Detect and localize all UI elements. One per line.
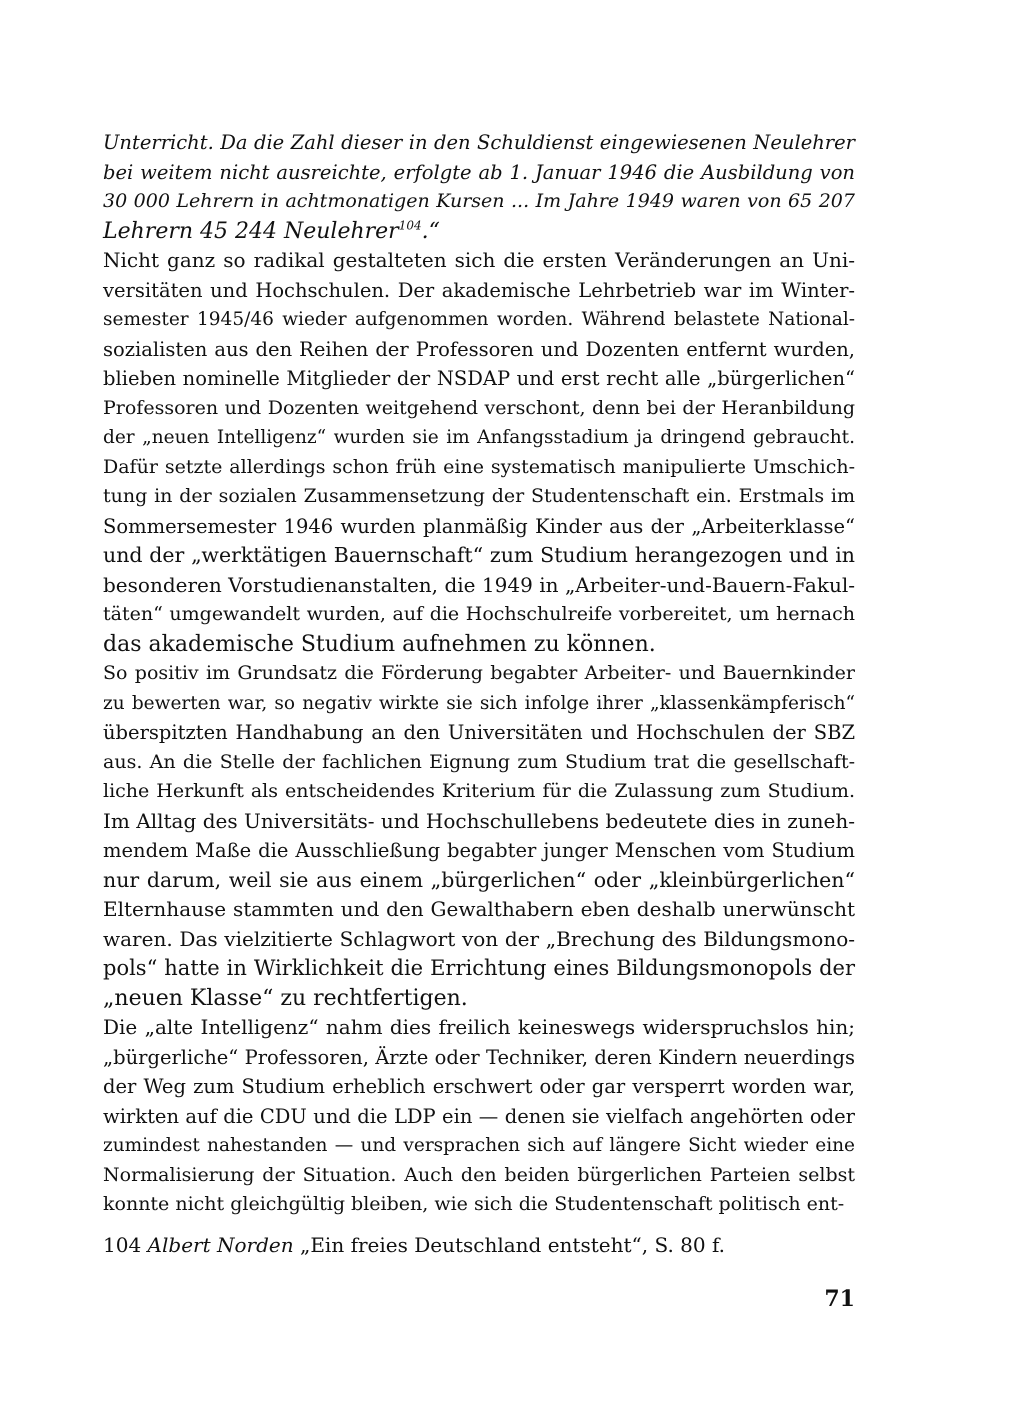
- text-line: liche Herkunft als entscheidendes Kriterium für die Zulassung zum Studium.: [103, 780, 855, 802]
- text-line: Nicht ganz so radikal gestalteten sich die ersten Veränderungen an Uni-: [103, 248, 855, 272]
- text-line: „neuen Klasse“ zu rechtfertigen.: [103, 985, 468, 1011]
- quote-line: Unterricht. Da die Zahl dieser in den Schuldienst eingewiesenen Neulehrer: [103, 131, 855, 154]
- text-line: das akademische Studium aufnehmen zu können.: [103, 631, 656, 657]
- quote-last-line-text: Lehrern 45 244 Neulehrer: [103, 218, 399, 244]
- text-line: blieben nominelle Mitglieder der NSDAP und erst recht alle „bürgerlichen“: [103, 367, 855, 390]
- text-line: pols“ hatte in Wirklichkeit die Errichtung eines Bildungsmonopols der: [103, 956, 855, 980]
- page-body: [103, 128, 855, 1220]
- footnote-title: „Ein freies Deutschland entsteht“, S. 80 f.: [299, 1233, 726, 1257]
- text-line: zumindest nahestanden — und versprachen sich auf längere Sicht wieder eine: [103, 1135, 855, 1156]
- text-line: zu bewerten war, so negativ wirkte sie sich infolge ihrer „klassenkämpferisch“: [103, 692, 855, 714]
- text-line: Elternhause stammten und den Gewalthabern eben deshalb unerwünscht: [103, 897, 855, 921]
- paragraph: [103, 1013, 855, 1220]
- text-line: sozialisten aus den Reihen der Professoren und Dozenten entfernt wurden,: [103, 337, 855, 361]
- text-line: aus. An die Stelle der fachlichen Eignung zum Studium trat die gesellschaft-: [103, 750, 855, 773]
- quote-line: bei weitem nicht ausreichte, erfolgte ab 1. Januar 1946 die Ausbildung von: [103, 160, 855, 184]
- text-line: und der „werktätigen Bauernschaft“ zum Studium herangezogen und in: [103, 543, 855, 567]
- text-line: versitäten und Hochschulen. Der akademische Lehrbetrieb war im Winter-: [103, 278, 855, 302]
- paragraph: [103, 246, 855, 659]
- text-line: tung in der sozialen Zusammensetzung der Studentenschaft ein. Erstmals im: [103, 485, 855, 507]
- text-line: So positiv im Grundsatz die Förderung begabter Arbeiter- und Bauernkinder: [103, 662, 855, 684]
- footnote-reference: 104: [398, 218, 422, 233]
- text-line: Normalisierung der Situation. Auch den beiden bürgerlichen Parteien selbst: [103, 1163, 855, 1186]
- text-line: besonderen Vorstudienanstalten, die 1949 in „Arbeiter-und-Bauern-Fakul-: [103, 572, 855, 597]
- text-line: Professoren und Dozenten weitgehend verschont, denn bei der Heranbildung: [103, 396, 855, 419]
- text-line: waren. Das vielzitierte Schlagwort von der „Brechung des Bildungsmono-: [103, 926, 855, 951]
- footnote: [103, 1230, 855, 1260]
- quote-block: [103, 128, 855, 246]
- text-line: der „neuen Intelligenz“ wurden sie im Anfangsstadium ja dringend gebraucht.: [103, 427, 855, 448]
- text-line: Dafür setzte allerdings schon früh eine systematisch manipulierte Umschich-: [103, 455, 855, 478]
- text-line: „bürgerliche“ Professoren, Ärzte oder Techniker, deren Kindern neuerdings: [103, 1045, 855, 1069]
- text-line: Sommersemester 1946 wurden planmäßig Kinder aus der „Arbeiterklasse“: [103, 514, 855, 538]
- quote-last-line: [103, 217, 855, 247]
- text-line: konnte nicht gleichgültig bleiben, wie sich die Studentenschaft politisch ent-: [103, 1193, 845, 1215]
- paragraph: [103, 659, 855, 1013]
- text-line: semester 1945/46 wieder aufgenommen worden. Während belastete National-: [103, 309, 855, 330]
- quote-closing-mark: .“: [421, 218, 440, 244]
- text-line: der Weg zum Studium erheblich erschwert oder gar versperrt worden war,: [103, 1075, 855, 1098]
- text-line: nur darum, weil sie aus einem „bürgerlichen“ oder „kleinbürgerlichen“: [103, 867, 855, 892]
- text-line: wirkten auf die CDU und die LDP ein — denen sie vielfach angehörten oder: [103, 1104, 855, 1128]
- footnote-number: 104: [103, 1233, 142, 1257]
- text-line: mendem Maße die Ausschließung begabter junger Menschen vom Studium: [103, 839, 855, 862]
- body-paragraphs: [103, 246, 855, 1220]
- text-line: täten“ umgewandelt wurden, auf die Hochschulreife vorbereitet, um hernach: [103, 603, 855, 625]
- text-line: Die „alte Intelligenz“ nahm dies freilich keineswegs widerspruchslos hin;: [103, 1015, 855, 1039]
- quote-line: 30 000 Lehrern in achtmonatigen Kursen ... Im Jahre 1949 waren von 65 207: [103, 190, 855, 212]
- text-line: Im Alltag des Universitäts- und Hochschullebens bedeutete dies in zuneh-: [103, 808, 855, 833]
- footnote-author: Albert Norden: [147, 1233, 294, 1257]
- page-number: 71: [824, 1286, 855, 1312]
- text-line: überspitzten Handhabung an den Universitäten und Hochschulen der SBZ: [103, 721, 855, 744]
